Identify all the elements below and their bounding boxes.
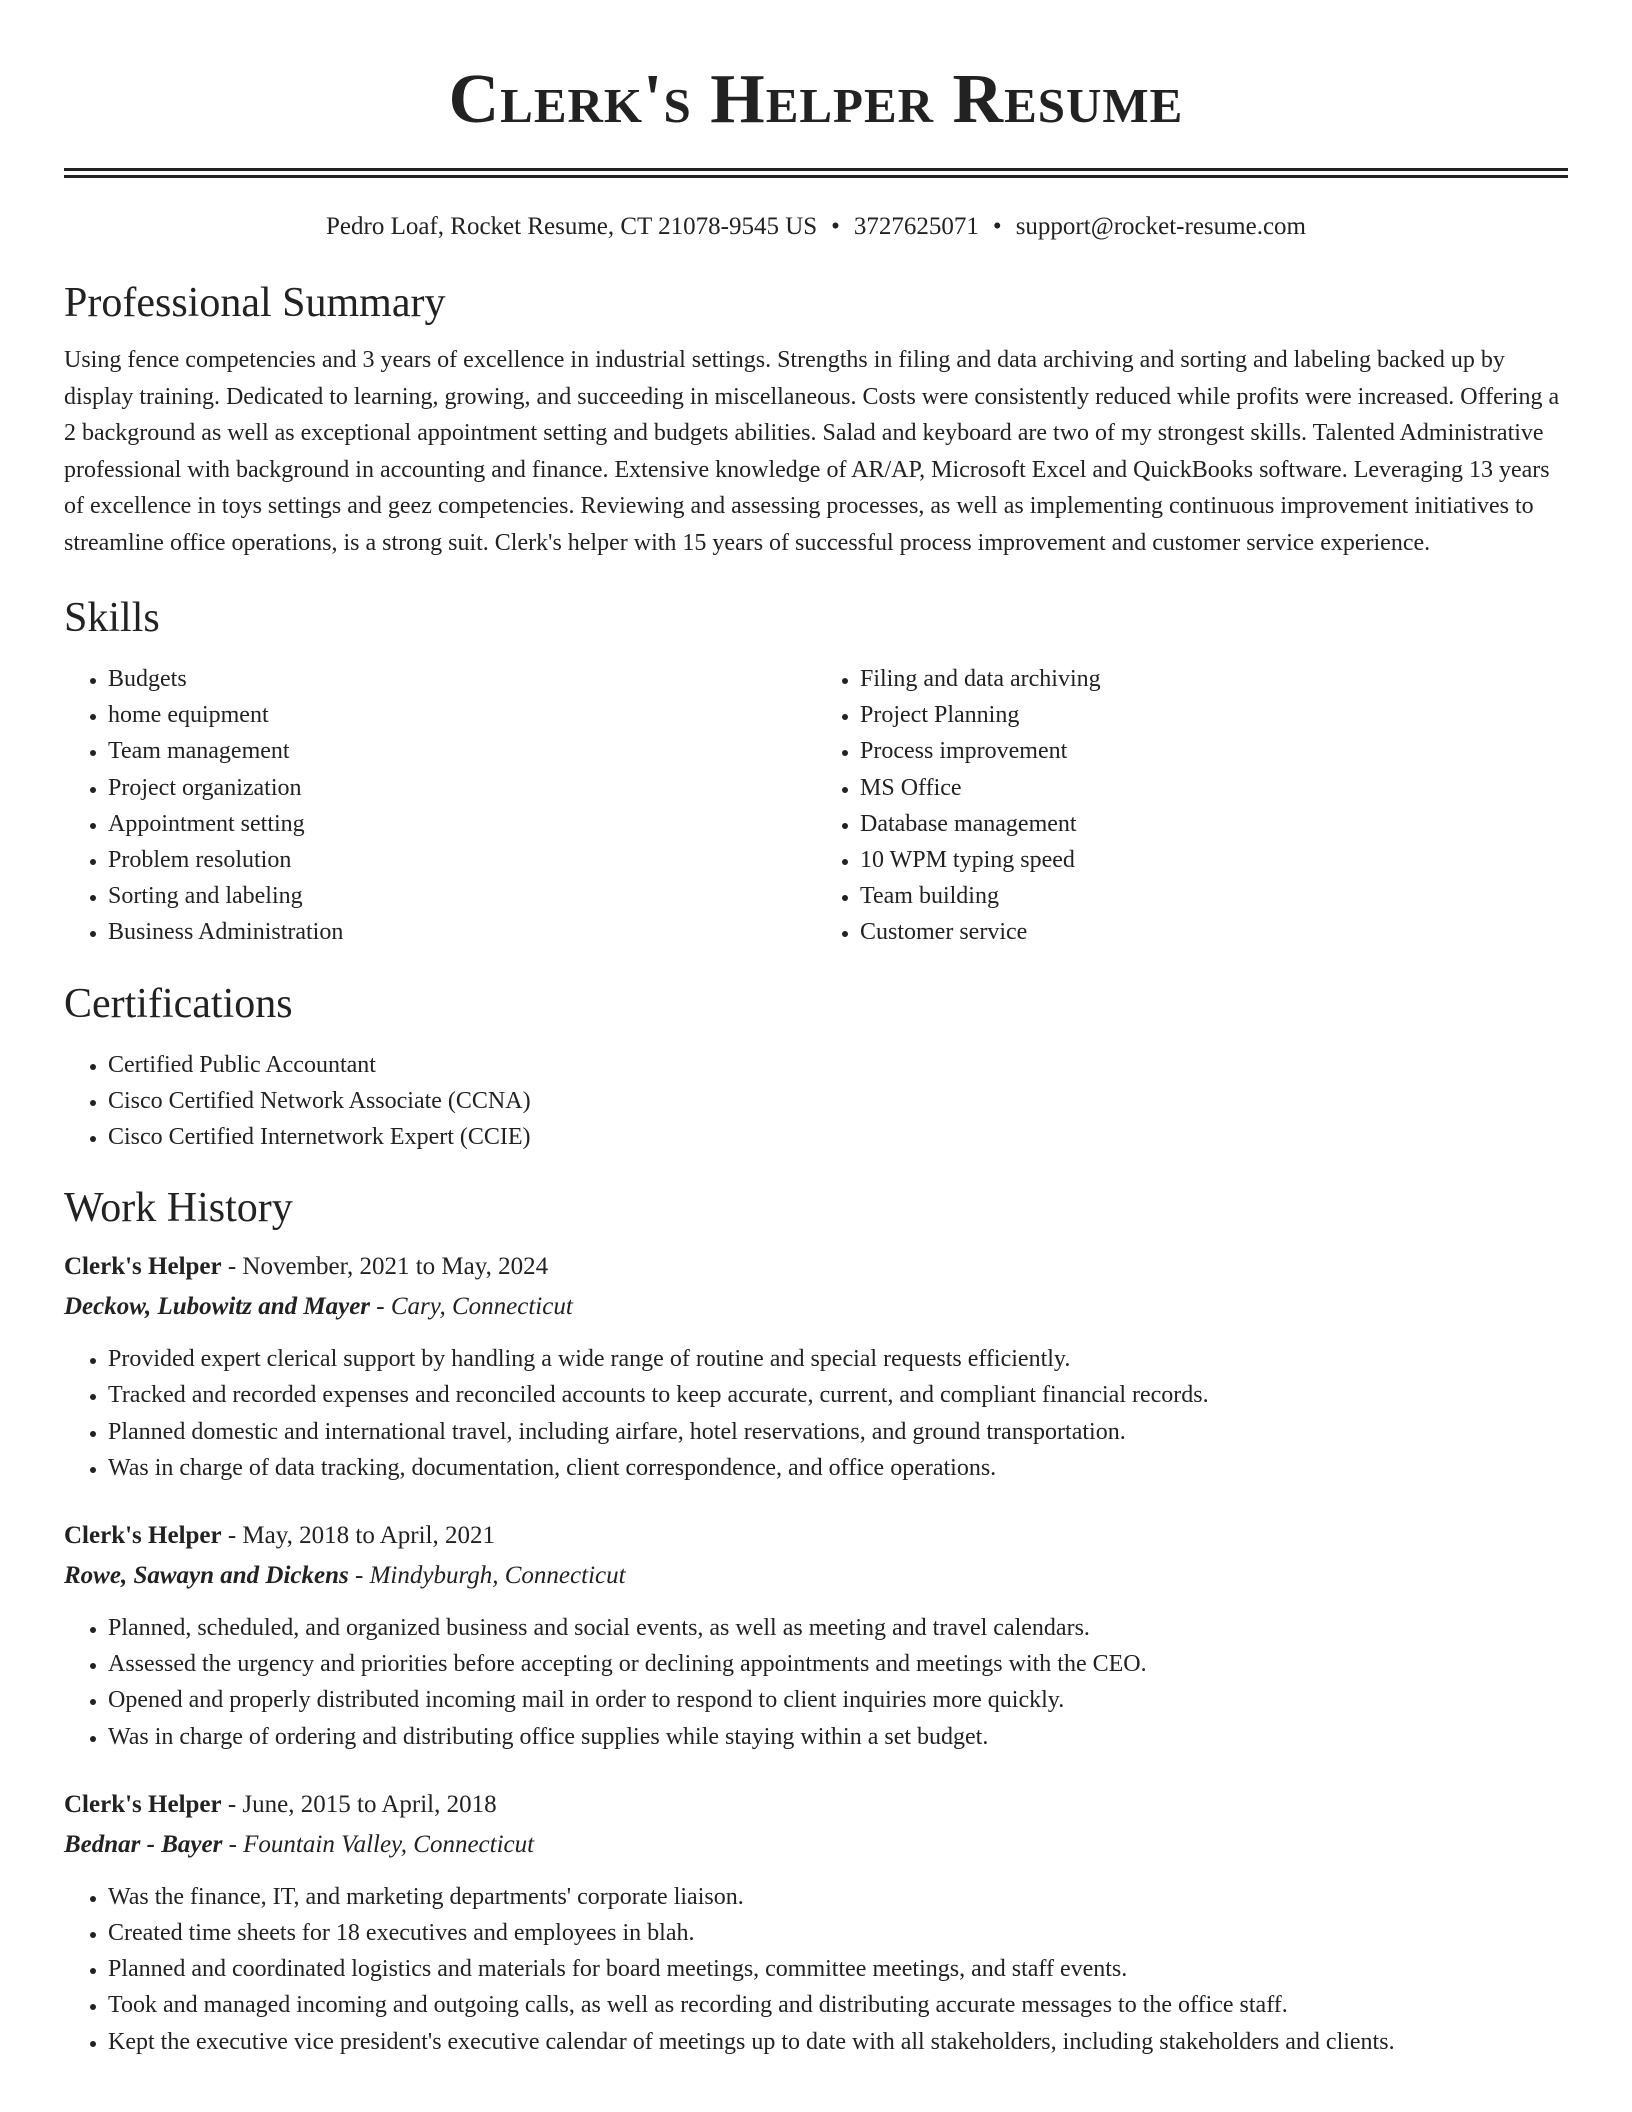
job-entry (64, 1516, 1568, 1755)
bullet-separator: • (831, 213, 840, 240)
job-role: Clerk's Helper (64, 1253, 222, 1281)
job-title-line (64, 1785, 1568, 1825)
job-duties-list (64, 1341, 1568, 1486)
job-company-line (64, 1287, 1568, 1327)
job-dates: - May, 2018 to April, 2021 (221, 1522, 495, 1550)
summary-heading: Professional Summary (64, 280, 446, 326)
skill-item: • Database management (860, 806, 1568, 842)
skills-heading: Skills (64, 595, 160, 641)
job-company: Bednar - Bayer (64, 1830, 223, 1858)
skills-columns (64, 661, 1568, 951)
summary-text: Using fence competencies and 3 years of excellence in industrial settings. Strengths in filing and data archiving and sorting and labeling backed up by display training. Dedicated to learning, growing, and succeeding in miscellaneous. Costs were consistently reduced while profits were increased. Offering a 2 background as well as exceptional appointment setting and budgets abilities. Salad and keyboard are two of my strongest skills. Talented Administrative professional with background in accounting and finance. Extensive knowledge of AR/AP, Microsoft Excel and QuickBooks software. Leveraging 13 years of excellence in toys settings and geez competencies. Reviewing and assessing processes, as well as implementing continuous improvement initiatives to streamline office operations, is a strong suit. Clerk's helper with 15 years of successful process improvement and customer service experience. (64, 347, 1560, 556)
skill-item: • Budgets (108, 661, 816, 697)
contact-address: Pedro Loaf, Rocket Resume, CT 21078-9545 US (326, 213, 818, 240)
contact-phone: 3727625071 (853, 213, 979, 240)
job-title-line (64, 1247, 1568, 1287)
job-location: - Mindyburgh, Connecticut (348, 1562, 626, 1590)
job-duty: • Was in charge of ordering and distributing office supplies while staying within a set budget. (108, 1719, 1568, 1755)
job-entry (64, 1247, 1568, 1486)
job-title-line (64, 1516, 1568, 1556)
certification-item: • Certified Public Accountant (108, 1047, 1568, 1083)
job-company: Rowe, Sawayn and Dickens (64, 1562, 349, 1590)
skill-item: • Process improvement (860, 733, 1568, 769)
certification-item: • Cisco Certified Network Associate (CCNA) (108, 1083, 1568, 1119)
skill-item: • 10 WPM typing speed (860, 842, 1568, 878)
skill-item: • Business Administration (108, 914, 816, 950)
job-duty: • Tracked and recorded expenses and reconciled accounts to keep accurate, current, and compliant financial records. (108, 1377, 1568, 1413)
job-duties-list (64, 1879, 1568, 2060)
job-duty: • Took and managed incoming and outgoing calls, as well as recording and distributing accurate messages to the office staff. (108, 1987, 1568, 2023)
skill-item: • Sorting and labeling (108, 878, 816, 914)
certification-item: • Cisco Certified Internetwork Expert (CCIE) (108, 1119, 1568, 1155)
job-location: - Cary, Connecticut (370, 1293, 573, 1321)
skills-list-left (64, 661, 816, 951)
skill-item: • Appointment setting (108, 806, 816, 842)
job-location: - Fountain Valley, Connecticut (222, 1830, 535, 1858)
skill-item: • Problem resolution (108, 842, 816, 878)
job-role: Clerk's Helper (64, 1522, 222, 1550)
job-duty: • Planned, scheduled, and organized business and social events, as well as meeting and travel calendars. (108, 1610, 1568, 1646)
job-duty: • Assessed the urgency and priorities before accepting or declining appointments and meetings with the CEO. (108, 1646, 1568, 1682)
job-duty: • Opened and properly distributed incoming mail in order to respond to client inquiries more quickly. (108, 1682, 1568, 1718)
job-dates: - June, 2015 to April, 2018 (221, 1790, 497, 1818)
job-duty: • Provided expert clerical support by handling a wide range of routine and special requests efficiently. (108, 1341, 1568, 1377)
job-duty: • Kept the executive vice president's executive calendar of meetings up to date with all stakeholders, including stakeholders and clients. (108, 2024, 1568, 2060)
certifications-list (64, 1047, 1568, 1156)
job-company: Deckow, Lubowitz and Mayer (64, 1293, 371, 1321)
job-duty: • Was the finance, IT, and marketing departments' corporate liaison. (108, 1879, 1568, 1915)
job-duties-list (64, 1610, 1568, 1755)
skill-item: • Filing and data archiving (860, 661, 1568, 697)
skill-item: • Team building (860, 878, 1568, 914)
job-duty: • Planned domestic and international travel, including airfare, hotel reservations, and ground transportation. (108, 1414, 1568, 1450)
work-history-heading: Work History (64, 1185, 293, 1232)
resume-title: Clerk's Helper Resume (448, 61, 1184, 138)
job-duty: • Was in charge of data tracking, documentation, client correspondence, and office operations. (108, 1450, 1568, 1486)
job-duty: • Created time sheets for 18 executives and employees in blah. (108, 1915, 1568, 1951)
skill-item: • Customer service (860, 914, 1568, 950)
title-double-rule (64, 168, 1568, 178)
skill-item: • Team management (108, 733, 816, 769)
skill-item: • MS Office (860, 770, 1568, 806)
skills-list-right (816, 661, 1568, 951)
job-entry (64, 1785, 1568, 2060)
skill-item: • Project organization (108, 770, 816, 806)
job-duty: • Planned and coordinated logistics and materials for board meetings, committee meetings, and staff events. (108, 1951, 1568, 1987)
job-dates: - November, 2021 to May, 2024 (221, 1253, 549, 1281)
skill-item: • Project Planning (860, 697, 1568, 733)
job-company-line (64, 1556, 1568, 1596)
resume-page (64, 0, 1568, 2060)
contact-email: support@rocket-resume.com (1015, 213, 1306, 240)
job-company-line (64, 1825, 1568, 1865)
skill-item: • home equipment (108, 697, 816, 733)
bullet-separator: • (992, 213, 1002, 240)
contact-line (64, 212, 1568, 242)
certifications-heading: Certifications (64, 980, 293, 1027)
job-role: Clerk's Helper (64, 1790, 222, 1818)
